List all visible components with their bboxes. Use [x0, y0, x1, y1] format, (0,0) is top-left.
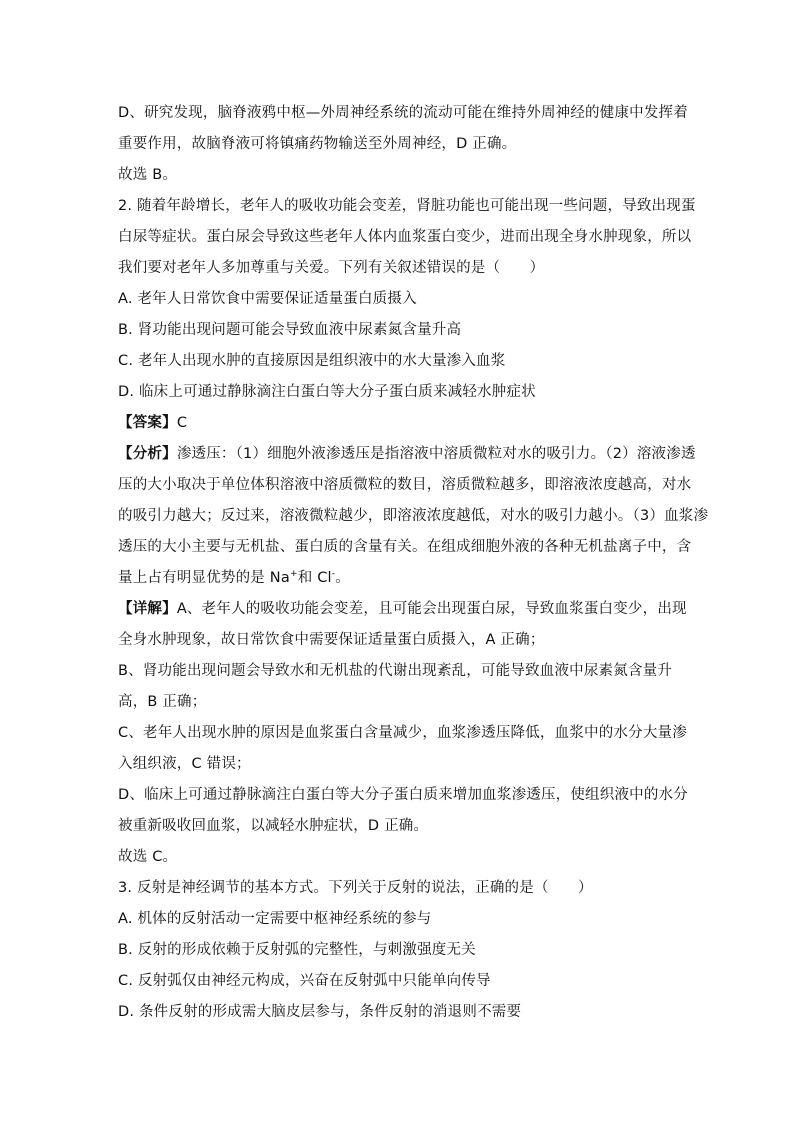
text-line: 故选 C。 — [118, 849, 178, 865]
text-line: C、老年人出现水肿的原因是血浆蛋白含量减少，血浆渗透压降低，血浆中的水分大量渗 — [118, 725, 687, 741]
text-line: 高，B 正确； — [118, 694, 207, 710]
question-3-stem: 3. 反射是神经调节的基本方式。下列关于反射的说法，正确的是（ ） — [118, 880, 593, 896]
answer-label: 【答案】 — [118, 415, 177, 431]
detail-label: 【详解】 — [118, 601, 177, 617]
option-d: D. 条件反射的形成需大脑皮层参与，条件反射的消退则不需要 — [118, 1004, 522, 1020]
answer-line — [118, 413, 678, 433]
detail-line — [118, 599, 687, 619]
text-line: D、研究发现，脑脊液鸦中枢—外周神经系统的流动可能在维持外周神经的健康中发挥着 — [118, 105, 688, 121]
detail-text: A、老年人的吸收功能会变差，且可能会出现蛋白尿，导致血浆蛋白变少，出现 — [176, 601, 687, 617]
answer-value: C — [176, 415, 188, 431]
option-c: C. 反射弧仅由神经元构成，兴奋在反射弧中只能单向传导 — [118, 973, 491, 989]
text-line: 故选 B。 — [118, 167, 178, 183]
option-d: D. 临床上可通过静脉滴注白蛋白等大分子蛋白质来减轻水肿症状 — [118, 384, 536, 400]
text-line: 入组织液，C 错误； — [118, 756, 251, 772]
analysis-text: 渗透压：（1）细胞外液渗透压是指溶液中溶质微粒对水的吸引力。（2）溶液渗透 — [176, 446, 696, 462]
text-line: 透压的大小主要与无机盐、蛋白质的含量有关。在组成细胞外液的各种无机盐离子中，含 — [118, 539, 692, 555]
ion-line: 量上占有明显优势的是 Na+和 Cl-。 — [118, 569, 350, 586]
text-line: B、肾功能出现问题会导致水和无机盐的代谢出现紊乱，可能导致血液中尿素氮含量升 — [118, 663, 673, 679]
option-b: B. 反射的形成依赖于反射弧的完整性，与刺激强度无关 — [118, 942, 476, 958]
text-line: 全身水肿现象，故日常饮食中需要保证适量蛋白质摄入，A 正确； — [118, 632, 545, 648]
option-a: A. 老年人日常饮食中需要保证适量蛋白质摄入 — [118, 291, 417, 307]
text-line: 白尿等症状。蛋白尿会导致这些老年人体内血浆蛋白变少，进而出现全身水肿现象，所以 — [118, 229, 692, 245]
text-line: 我们要对老年人多加尊重与关爱。下列有关叙述错误的是（ ） — [118, 260, 545, 276]
text-line: 的吸引力越大；反过来，溶液微粒越少，即溶液浓度越低，对水的吸引力越小。（3）血浆渗 — [118, 508, 709, 524]
analysis-line — [118, 444, 696, 464]
text-line: D、临床上可通过静脉滴注白蛋白等大分子蛋白质来增加血浆渗透压，使组织液中的水分 — [118, 787, 688, 803]
text-line: 压的大小取决于单位体积溶液中溶质微粒的数目，溶质微粒越多，即溶液浓度越高，对水 — [118, 477, 692, 493]
option-a: A. 机体的反射活动一定需要中枢神经系统的参与 — [118, 911, 432, 927]
text-line: 被重新吸收回血浆，以减轻水肿症状，D 正确。 — [118, 818, 429, 834]
option-c: C. 老年人出现水肿的直接原因是组织液中的水大量渗入血浆 — [118, 353, 506, 369]
question-2-stem: 2. 随着年龄增长，老年人的吸收功能会变差，肾脏功能也可能出现一些问题，导致出现蛋 — [118, 198, 696, 214]
analysis-label: 【分析】 — [118, 446, 177, 462]
option-b: B. 肾功能出现问题可能会导致血液中尿素氮含量升高 — [118, 322, 462, 338]
text-line: 重要作用，故脑脊液可将镇痛药物输送至外周神经，D 正确。 — [118, 136, 517, 152]
